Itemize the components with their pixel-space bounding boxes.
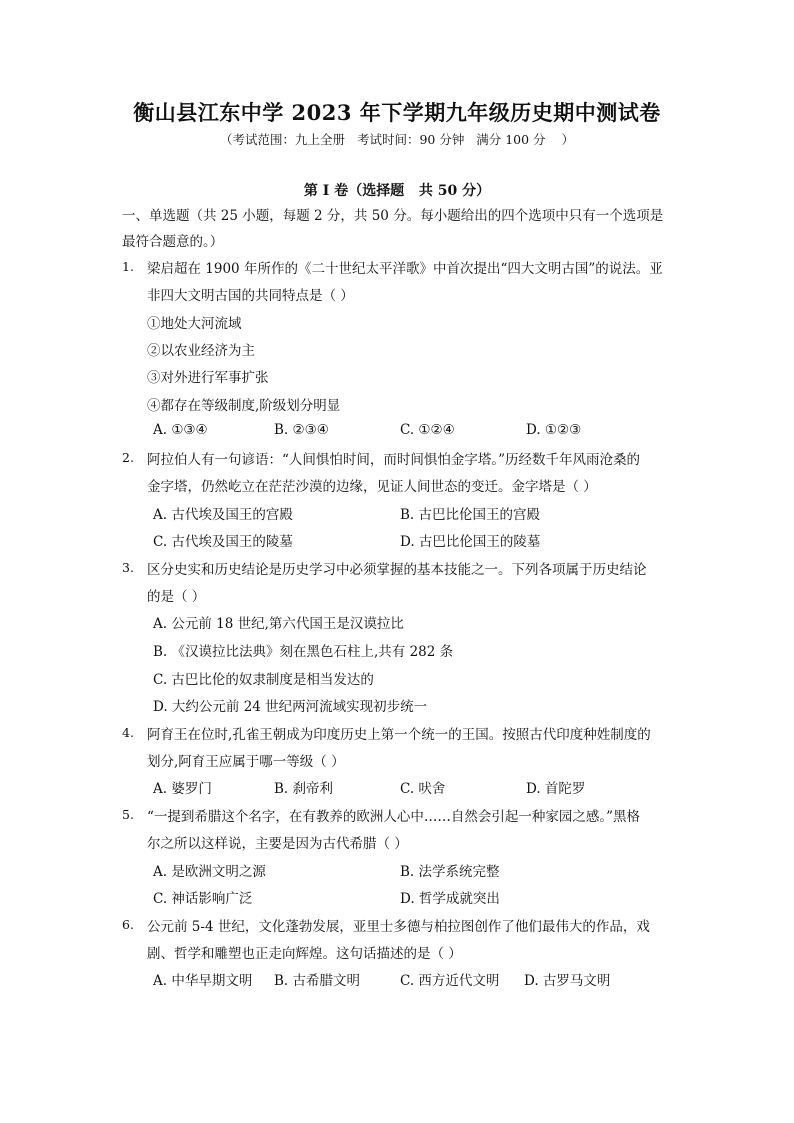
question-stem-line: 的是（ ） [147, 589, 206, 605]
question-stem-line: 公元前 5-4 世纪，文化蓬勃发展，亚里士多德与柏拉图创作了他们最伟大的作品，戏 [147, 919, 650, 935]
option-c[interactable]: C. 吠舍 [400, 781, 446, 797]
option-b[interactable]: B. ②③④ [274, 422, 329, 438]
option-d[interactable]: D. ①②③ [526, 422, 582, 438]
option-b[interactable]: B. 《汉谟拉比法典》刻在黑色石柱上,共有 282 条 [153, 644, 454, 660]
question-stem-line: 区分史实和历史结论是历史学习中必须掌握的基本技能之一。下列各项属于历史结论 [147, 562, 647, 578]
question-stem-line: 梁启超在 1900 年所作的《二十世纪太平洋歌》中首次提出“四大文明古国”的说法。亚 [147, 261, 663, 277]
question-number: 1. [122, 259, 134, 274]
option-d[interactable]: D. 古罗马文明 [524, 973, 611, 989]
question-stem-line: 金字塔，仍然屹立在茫茫沙漠的边缘，见证人间世态的变迁。金字塔是（ ） [147, 479, 597, 495]
question-number: 6. [122, 917, 134, 932]
question-stem-line: 剧、哲学和雕塑也正走向辉煌。这句话描述的是（ ） [147, 946, 462, 962]
option-d[interactable]: D. 古巴比伦国王的陵墓 [400, 534, 541, 550]
question-number: 3. [122, 560, 134, 575]
question-stem-line: 阿育王在位时,孔雀王朝成为印度历史上第一个统一的王国。按照古代印度种姓制度的 [147, 727, 651, 743]
option-c[interactable]: C. ①②④ [400, 422, 455, 438]
exam-subtitle: （考试范围：九上全册 考试时间：90 分钟 满分 100 分 ） [220, 132, 574, 147]
option-a[interactable]: A. 中华早期文明 [153, 973, 253, 989]
question-item: ④都存在等级制度,阶级划分明显 [147, 398, 341, 414]
question-item: ③对外进行军事扩张 [147, 370, 269, 386]
question-stem-line: 划分,阿育王应属于哪一等级（ ） [147, 754, 345, 770]
question-stem-line: “一提到希腊这个名字，在有教养的欧洲人心中……自然会引起一种家园之感。”黑格 [147, 809, 641, 825]
option-a[interactable]: A. ①③④ [153, 422, 208, 438]
option-b[interactable]: B. 古巴比伦国王的宫殿 [400, 507, 541, 523]
section-instructions-line2: 最符合题意的。） [122, 234, 224, 250]
question-stem-line: 非四大文明古国的共同特点是（ ） [147, 288, 354, 304]
section-heading: 第 I 卷（选择题 共 50 分） [303, 183, 491, 199]
option-b[interactable]: B. 法学系统完整 [400, 864, 500, 880]
option-c[interactable]: C. 古巴比伦的奴隶制度是相当发达的 [153, 672, 374, 688]
option-b[interactable]: B. 古希腊文明 [274, 973, 361, 989]
question-stem-line: 阿拉伯人有一句谚语：“人间惧怕时间，而时间惧怕金字塔。”历经数千年风雨沧桑的 [147, 452, 641, 468]
option-c[interactable]: C. 古代埃及国王的陵墓 [153, 534, 293, 550]
option-d[interactable]: D. 首陀罗 [526, 781, 586, 797]
option-c[interactable]: C. 西方近代文明 [400, 973, 500, 989]
question-number: 4. [122, 725, 134, 740]
option-c[interactable]: C. 神话影响广泛 [153, 891, 253, 907]
option-a[interactable]: A. 公元前 18 世纪,第六代国王是汉谟拉比 [153, 616, 404, 632]
option-d[interactable]: D. 大约公元前 24 世纪两河流域实现初步统一 [153, 699, 428, 715]
section-instructions-line1: 一、单选题（共 25 小题，每题 2 分，共 50 分。每小题给出的四个选项中只有一个选项是 [122, 208, 664, 224]
option-a[interactable]: A. 婆罗门 [153, 781, 212, 797]
question-number: 5. [122, 807, 134, 822]
question-number: 2. [122, 450, 134, 465]
option-b[interactable]: B. 刹帝利 [274, 781, 334, 797]
exam-title: 衡山县江东中学 2023 年下学期九年级历史期中测试卷 [133, 100, 661, 125]
question-item: ②以农业经济为主 [147, 343, 255, 359]
question-stem-line: 尔之所以这样说，主要是因为古代希腊（ ） [147, 836, 408, 852]
option-a[interactable]: A. 古代埃及国王的宫殿 [153, 507, 293, 523]
option-a[interactable]: A. 是欧洲文明之源 [153, 864, 266, 880]
question-item: ①地处大河流域 [147, 316, 242, 332]
option-d[interactable]: D. 哲学成就突出 [400, 891, 500, 907]
